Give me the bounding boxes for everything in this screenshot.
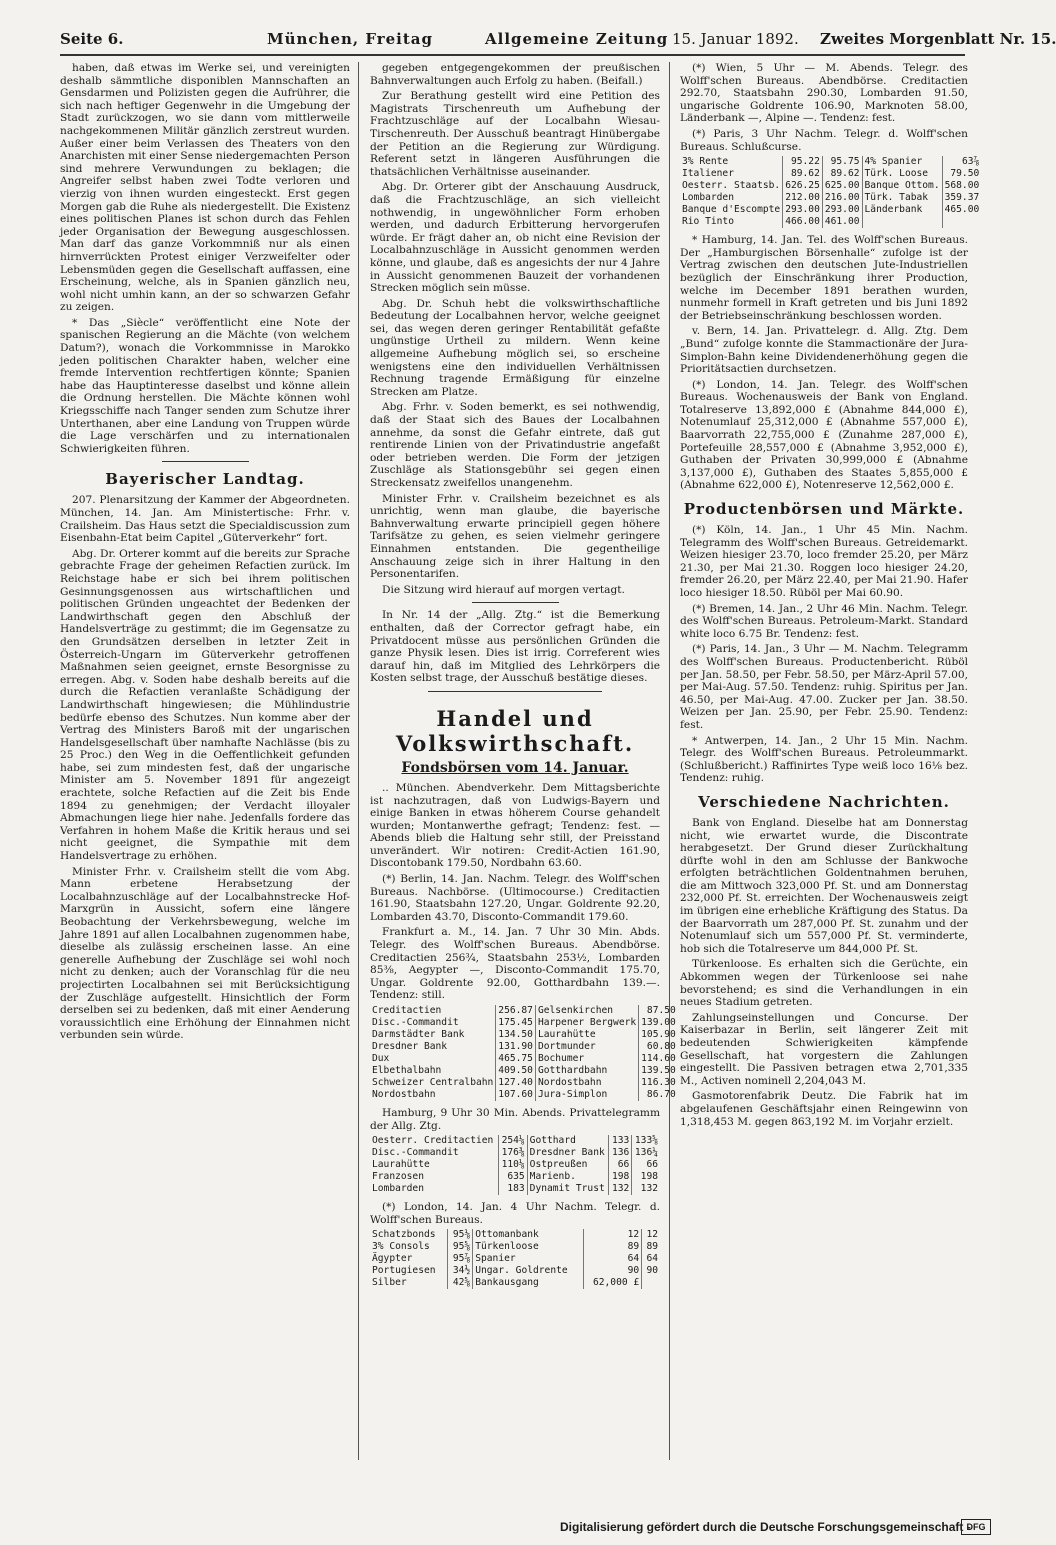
quote-cell: 89 xyxy=(583,1241,641,1253)
quote-cell: Harpener Bergwerk xyxy=(535,1017,638,1029)
column-divider xyxy=(358,62,359,1460)
quote-cell: 254⅛ xyxy=(498,1135,527,1147)
quote-cell: 89.62 xyxy=(783,168,823,180)
quote-cell: Türkenloose xyxy=(473,1241,584,1253)
news-item: Türkenloose. Es erhalten sich die Gerüchte, ein Abkommen wegen der Türkenloose sei nahe bevorstehend; es sind die Verhandlungen in ein neues Stadium getreten. xyxy=(680,958,968,1009)
correction-note: In Nr. 14 der „Allg. Ztg.“ ist die Bemerkung enthalten, daß der Corrector gefragt habe, ein Privatdocent müsse aus persönlichen Gründen die ganze Physik lesen. Dies ist irrig. Correferent wies darauf hin, daß im Mitglied des Lehrkörpers die Kosten selbst trage, der Ausschuß bestätige dieses. xyxy=(370,609,660,685)
quote-cell: 95⅝ xyxy=(447,1241,472,1253)
quote-cell: Nordostbahn xyxy=(535,1077,638,1089)
quote-cell: 134.50 xyxy=(496,1029,536,1041)
quote-row xyxy=(370,1005,678,1017)
quote-row xyxy=(370,1065,678,1077)
quote-cell: Franzosen xyxy=(370,1171,498,1183)
quote-row xyxy=(370,1053,678,1065)
quote-cell: 131.90 xyxy=(496,1041,536,1053)
digitization-credit: Digitalisierung gefördert durch die Deutsche Forschungsgemeinschaft - xyxy=(560,1520,971,1534)
quote-cell: Portugiesen xyxy=(370,1265,447,1277)
quote-cell: Schatzbonds xyxy=(370,1229,447,1241)
quote-cell: Lombarden xyxy=(370,1183,498,1195)
market-report: * Hamburg, 14. Jan. Tel. des Wolff'schen Bureaus. Der „Hamburgischen Börsenhalle“ zufolge ist der Vertrag zwischen den deutschen Jute-Industriellen bezüglich der Einschränkung ihrer Production, welche im December 1891 berathen wurden, nunmehr formell in Kraft getreten und bis Juni 1892 der Betriebseinschränkung beschlossen worden. xyxy=(680,234,968,322)
quote-cell: 64 xyxy=(583,1253,641,1265)
quote-cell: 466.00 xyxy=(783,216,823,228)
quote-cell: Gelsenkirchen xyxy=(535,1005,638,1017)
quote-cell: Italiener xyxy=(680,168,783,180)
quote-row xyxy=(370,1147,660,1159)
quote-cell: 107.60 xyxy=(496,1089,536,1101)
quote-cell: 34½ xyxy=(447,1265,472,1277)
quote-table-frankfurt xyxy=(370,1005,678,1101)
market-report: v. Bern, 14. Jan. Privattelegr. d. Allg. Ztg. Dem „Bund“ zufolge konnte die Stammactionäre der Jura-Simplon-Bahn keine Dividendenerhöhung gegen die Prioritätsactien durchsetzen. xyxy=(680,325,968,376)
market-report: Hamburg, 9 Uhr 30 Min. Abends. Privattelegramm der Allg. Ztg. xyxy=(370,1107,660,1132)
quote-cell: 175.45 xyxy=(496,1017,536,1029)
quote-cell: 409.50 xyxy=(496,1065,536,1077)
section-title-producten: Productenbörsen und Märkte. xyxy=(683,500,965,519)
quote-cell: 626.25 xyxy=(783,180,823,192)
quote-cell: Laurahütte xyxy=(370,1159,498,1171)
quote-cell: 89 xyxy=(646,1241,658,1253)
quote-cell: 62,000 £ xyxy=(583,1277,641,1289)
quote-cell xyxy=(942,216,981,228)
market-report: (*) London, 14. Jan. 4 Uhr Nachm. Telegr. d. Wolff'schen Bureaus. xyxy=(370,1201,660,1226)
article-paragraph: Abg. Dr. Schuh hebt die volkswirthschaftliche Bedeutung der Localbahnen hervor, welche geeignet sei, das wegen deren geringer Rentabilität gefaßte ungünstige Urtheil zu mildern. Wenn keine allgemeine Aufhebung möglich sei, so erscheine wenigstens eine den individuellen Verhältnissen Rechnung tragende Ermäßigung für einzelne Strecken am Platze. xyxy=(370,297,660,398)
quote-row xyxy=(370,1041,678,1053)
article-paragraph: Abg. Dr. Orterer gibt der Anschauung Ausdruck, daß die Frachtzuschläge, an sich vielleicht nothwendig, in ungewöhnlicher Form erhoben werden, und dadurch Erbitterung hervorgerufen würde. Er frägt daher an, ob nicht eine Revision der Localbahnzuschläge in Aussicht genommen werden könne, und glaube, daß es angesichts der nur 4 Jahre in Aussicht genommenen Bauzeit der vorhandenen Strecken möglich sein müsse. xyxy=(370,181,660,295)
market-report: Frankfurt a. M., 14. Jan. 7 Uhr 30 Min. Abds. Telegr. des Wolff'schen Bureaus. Abendbörse. Creditactien 256¾, Staatsbahn 253½, Lombarden 85⅜, Aegypter —, Disconto-Commandit 175.70, Ungar. Goldrente 92.00, Gotthardbahn 139.—. Tendenz: still. xyxy=(370,926,660,1002)
column-1 xyxy=(60,62,350,1460)
subsection-title-fondsboersen: Fondsbörsen vom 14. Januar. xyxy=(401,759,629,776)
section-title-nachrichten: Verschiedene Nachrichten. xyxy=(698,792,950,811)
quote-cell: 116.30 xyxy=(641,1077,676,1088)
quote-cell: Oesterr. Creditactien xyxy=(370,1135,498,1147)
market-report: (*) Paris, 3 Uhr Nachm. Telegr. d. Wolff'schen Bureaus. Schlußcurse. xyxy=(680,127,968,153)
quote-cell: Marienb. xyxy=(527,1171,609,1183)
quote-cell: Türk. Loose xyxy=(862,168,942,180)
quote-cell: 133 xyxy=(609,1135,632,1147)
quote-cell: 198 xyxy=(609,1171,632,1183)
quote-cell: 183 xyxy=(498,1183,527,1195)
market-report: (*) Berlin, 14. Jan. Nachm. Telegr. des Wolff'schen Bureaus. Nachbörse. (Ultimocourse.) Creditactien 161.90, Staatsbahn 127.20, Ungar. Goldrente 92.20, Lombarden 43.70, Disconto-Commandit 179.60. xyxy=(370,873,660,923)
issue-date: 15. Januar 1892. xyxy=(672,30,799,48)
article-paragraph: gegeben entgegengekommen der preußischen Bahnverwaltungen auch Erfolg zu haben. (Beifall.) xyxy=(370,62,660,87)
column-divider xyxy=(669,62,670,1460)
city-day: München, Freitag xyxy=(267,30,434,48)
quote-cell: 63⅞ xyxy=(961,156,980,168)
article-paragraph: Abg. Frhr. v. Soden bemerkt, es sei nothwendig, daß der Staat sich des Baues der Localbahnen annehme, da sonst die Gefahr eintrete, daß gut rentirende Linien von der Privatindustrie angefaßt oder betrieben werden. Die Form der jetzigen Zuschläge als Stationsgebühr sei gegen einen Streckensatz zweifellos unangenehm. xyxy=(370,401,660,489)
newspaper-title: Allgemeine Zeitung xyxy=(485,30,669,48)
page-number: Seite 6. xyxy=(60,30,124,48)
quote-cell: Ägypter xyxy=(370,1253,447,1265)
quote-cell: Dresdner Bank xyxy=(370,1041,496,1053)
quote-cell: Banque Ottom. xyxy=(862,180,942,192)
quote-cell: Elbethalbahn xyxy=(370,1065,496,1077)
article-paragraph: Abg. Dr. Orterer kommt auf die bereits zur Sprache gebrachte Frage der geheimen Refactien zurück. Im Reichstage habe er sich bei ihrem politischen Gesinnungsgenossen aus wirtschaftlichen und politischen Gründen ungeachtet der Bedenken der Landwirthschaft gegen den Abschluß der Handelsverträge zu gestimmt; die im Gegensatze zu den Grundsätzen derselben in letzter Zeit in Österreich-Ungarn im Güterverkehr getroffenen Maßnahmen seien geeignet, ernste Besorgnisse zu erregen. Abg. v. Soden habe deshalb bereits auf die durch die Refactien veranlaßte Schädigung der Landwirthschaft hingewiesen; die Mühlindustrie bedürfe ebenso des Schutzes. Nun komme aber der Vertrag des Ministers Baroß mit der ungarischen Handelsgesellschaft über namhafte Nachlässe (bis zu 25 Proc.) den Weg in die Oeffentlichkeit gefunden habe, sei zum mindesten fest, daß der ungarische Minister am 5. November 1891 für angezeigt erachtete, solche Refactien auf die Zeit bis Ende 1894 zu genehmigen; der Verdacht illoyaler Abmachungen liege hier nahe. Jedenfalls fordere das Verfahren in hohem Maße die Kritik heraus und sei nicht geeignet, die Sympathie mit dem Handelsvertrage zu erhöhen. xyxy=(60,547,350,863)
quote-cell: 212.00 xyxy=(783,192,823,204)
quote-cell xyxy=(862,216,942,228)
quote-cell: 359.37 xyxy=(944,192,980,204)
quote-cell: 90 xyxy=(583,1265,641,1277)
quote-cell xyxy=(642,1277,660,1289)
quote-cell: Bochumer xyxy=(535,1053,638,1065)
quote-row xyxy=(370,1183,660,1195)
quote-cell: Ungar. Goldrente xyxy=(473,1265,584,1277)
quote-cell: Türk. Tabak xyxy=(862,192,942,204)
quote-cell: Ottomanbank xyxy=(473,1229,584,1241)
article-paragraph: 207. Plenarsitzung der Kammer der Abgeordneten. München, 14. Jan. Am Ministertische: Frhr. v. Crailsheim. Das Haus setzt die Specialdiscussion zum Eisenbahn-Etat beim Capitel „Güterverkehr“ fort. xyxy=(60,494,350,545)
quote-row xyxy=(370,1159,660,1171)
quote-cell: 89.62 xyxy=(822,168,862,180)
dfg-logo: DFG xyxy=(961,1519,991,1535)
quote-cell: 12 xyxy=(646,1229,658,1241)
quote-cell: 95.22 xyxy=(783,156,823,168)
quote-cell: Disc.-Commandit xyxy=(370,1147,498,1159)
quote-cell: 293.00 xyxy=(783,204,823,216)
quote-cell: Banque d'Escompte xyxy=(680,204,783,216)
quote-row xyxy=(370,1171,660,1183)
quote-cell: 110⅛ xyxy=(498,1159,527,1171)
quote-cell: 86.70 xyxy=(646,1089,676,1100)
quote-cell: Dynamit Trust xyxy=(527,1183,609,1195)
quote-cell: Spanier xyxy=(473,1253,584,1265)
quote-cell: 132 xyxy=(609,1183,632,1195)
article-paragraph: Minister Frhr. v. Crailsheim stellt die vom Abg. Mann erbetene Herabsetzung der Localbahnzuschläge auf der Localbahnstrecke Hof-Marxgrün in Aussicht, sofern eine längere Beobachtung der Verkehrsbewegung, welche im Jahre 1891 auf allen Localbahnen zugenommen habe, dieselbe als zulässig erscheinen lasse. An eine generelle Aufhebung der Zuschläge sei wohl noch nicht zu denken; auch der Voranschlag für die neu projectirten Localbahnen sei mit Berücksichtigung der Zuschläge aufgestellt. Hinsichtlich der Form derselben sei zu bedenken, daß mit einer Aenderung voraussichtlich eine Erhöhung der Einnahmen nicht verbunden sein würde. xyxy=(60,865,350,1042)
market-report: .. München. Abendverkehr. Dem Mittagsberichte ist nachzutragen, daß von Ludwigs-Bayern und einige Banken in etwas höherem Course gehandelt wurden; Montanwerthe gefragt; Tendenz: fest. — Abends blieb die Haltung sehr still, der Preisstand unverändert. Wir notiren: Credit-Actien 161.90, Discontobank 179.50, Nordbahn 63.60. xyxy=(370,781,660,870)
page-header xyxy=(60,28,1056,56)
quote-cell: 64 xyxy=(646,1253,658,1265)
quote-row xyxy=(370,1265,660,1277)
quote-cell: 79.50 xyxy=(950,168,980,180)
article-paragraph: Minister Frhr. v. Crailsheim bezeichnet es als unrichtig, wenn man glaube, die bayerische Bahnverwaltung erwarte principiell gegen höhere Tarifsätze zu gehen, es seien vielmehr geringere Einnahmen entstanden. Die gegentheilige Anschauung zeige sich in ihrer Haltung in den Personentarifen. xyxy=(370,492,660,581)
quote-cell: 625.00 xyxy=(822,180,862,192)
quote-cell: Länderbank xyxy=(862,204,942,216)
quote-row xyxy=(680,204,981,216)
quote-cell: Lombarden xyxy=(680,192,783,204)
quote-cell: 635 xyxy=(498,1171,527,1183)
quote-row xyxy=(680,180,981,192)
quote-cell: 105.90 xyxy=(641,1029,676,1040)
quote-cell: 3% Consols xyxy=(370,1241,447,1253)
quote-cell: 136¼ xyxy=(634,1147,658,1159)
section-divider xyxy=(162,461,249,462)
quote-cell: 114.60 xyxy=(641,1053,676,1064)
quote-cell: 133⅝ xyxy=(634,1135,658,1147)
quote-cell: Schweizer Centralbahn xyxy=(370,1077,496,1089)
quote-row xyxy=(370,1089,678,1101)
market-report: (*) London, 14. Jan. Telegr. des Wolff'schen Bureaus. Wochenausweis der Bank von England. Totalreserve 13,892,000 £ (Abnahme 844,000 £), Notenumlauf 25,312,000 £ (Abnahme 557,000 £), Baarvorrath 22,755,000 £ (Zunahme 287,000 £), Portefeuille 28,557,000 £ (Abnahme 3,952,000 £), Guthaben der Privaten 30,999,000 £ (Abnahme 3,137,000 £), Guthaben des Staates 5,855,000 £ (Abnahme 622,000 £), Notenreserve 12,562,000 £. xyxy=(680,378,968,492)
article-paragraph: Zur Berathung gestellt wird eine Petition des Magistrats Tirschenreuth um Aufhebung der Frachtzuschläge auf der Localbahn Wiesau-Tirschenreuth. Der Ausschuß beantragt Hinübergabe der Petition an die Regierung zur Würdigung. Referent setzt in längeren Ausführungen die thatsächlichen Verhältnisse auseinander. xyxy=(370,90,660,178)
quote-cell: Silber xyxy=(370,1277,447,1289)
market-report: (*) Köln, 14. Jan., 1 Uhr 45 Min. Nachm. Telegramm des Wolff'schen Bureaus. Getreidemarkt. Weizen hiesiger 23.70, loco fremder 25.20, per März 21.30, per Mai 21.30. Roggen loco hiesiger 24.20, fremder 26.20, per März 22.40, per Mai 21.90. Hafer loco hiesiger 18.50. Rüböl per Mai 60.90. xyxy=(680,524,968,599)
quote-row xyxy=(370,1229,660,1241)
quote-cell: 4% Spanier xyxy=(862,156,942,168)
quote-cell: 95⅛ xyxy=(447,1229,472,1241)
quote-row xyxy=(680,168,981,180)
quote-cell: Dortmunder xyxy=(535,1041,638,1053)
quote-cell: 198 xyxy=(640,1171,658,1183)
quote-cell: 136 xyxy=(609,1147,632,1159)
market-report: (*) Bremen, 14. Jan., 2 Uhr 46 Min. Nachm. Telegr. des Wolff'schen Bureaus. Petroleum-Markt. Standard white loco 6.75 Br. Tendenz: fest. xyxy=(680,602,968,640)
quote-cell: 66 xyxy=(646,1159,658,1171)
article-paragraph: haben, daß etwas im Werke sei, und vereinigten deshalb sämmtliche disponiblen Mannschaften an Gensdarmen und Polizisten gegen die Aufrührer, die sich nach heftiger Gegenwehr in die Umgebung der Stadt zurückzogen, wo sie dann vom mittlerweile nachgekommenen Militär gänzlich zerstreut wurden. Außer einer beim Verlassen des Theaters von den Anarchisten mit einer Sense niedergemachten Person sind mehrere Verwundungen zu beklagen; die Angreifer selbst haben zwei Todte verloren und vierzig von ihnen wurden eingesteckt. Erst gegen Morgen gab die Ruhe als niedergestellt. Die Existenz eines politischen Planes ist schon durch das Fehlen jeder Organisation der Bewegung ausgeschlossen. Man darf das ganze Vorkommniß nur als einen hirnverrückten Protest einiger Verzweifelter oder Lebensmüden gegen die Gesellschaft auffassen, eine Erscheinung, welche, als in Spanien gänzlich neu, wohl nicht umhin kann, an der so schwarzen Gefahr zu zeigen. xyxy=(60,62,350,314)
quote-cell: 176⅜ xyxy=(498,1147,527,1159)
quote-cell: Gotthard xyxy=(527,1135,609,1147)
column-3 xyxy=(680,62,980,1460)
quote-cell: Dresdner Bank xyxy=(527,1147,609,1159)
quote-cell: Bankausgang xyxy=(473,1277,584,1289)
section-title-handel: Handel und Volkswirthschaft. xyxy=(395,705,635,756)
quote-row xyxy=(680,156,981,168)
quote-cell: 132 xyxy=(640,1183,658,1195)
news-item: Bank von England. Dieselbe hat am Donnerstag nicht, wie erwartet wurde, die Discontrate herabgesetzt. Der Grund dieser Zurückhaltung dürfte wohl in den am Schlusse der Bankwoche erfolgten beträchtlichen Goldentnahmen beruhen, die am Mittwoch 323,000 Pf. St. und am Donnerstag 232,000 Pf. St. erreichten. Der Wochenausweis zeigt im übrigen eine erhebliche Kräftigung des Status. Da der Baarvorrath um 287,000 Pf. St. zunahm und der Notenumlauf sich um 557,000 Pf. St. verminderte, hob sich die Totalreserve um 844,000 Pf. St. xyxy=(680,816,968,955)
quote-row xyxy=(370,1017,678,1029)
article-paragraph: Die Sitzung wird hierauf auf morgen vertagt. xyxy=(382,583,625,596)
quote-cell: Dux xyxy=(370,1053,496,1065)
quote-row xyxy=(370,1253,660,1265)
quote-row xyxy=(370,1277,660,1289)
quote-cell: 3% Rente xyxy=(680,156,783,168)
quote-cell: 95⅞ xyxy=(447,1253,472,1265)
quote-cell: 42⅝ xyxy=(447,1277,472,1289)
article-paragraph: * Das „Siècle“ veröffentlicht eine Note der spanischen Regierung an die Mächte (von welchem Datum?), wonach die Vorkommnisse in Marokko jeden politischen Charakter haben, welcher eine fremde Intervention rechtfertigen könnte; Spanien habe das Hauptinteresse daselbst und könne allein die Ordnung herstellen. Die Mächte können wohl Kriegsschiffe nach Tanger senden zum Schutze ihrer Unterthanen, aber eine Landung von Truppen würde die Lage verschärfen und zu internationalen Schwierigkeiten führen. xyxy=(60,316,350,455)
quote-cell: Jura-Simplon xyxy=(535,1089,638,1101)
quote-cell: 139.00 xyxy=(641,1017,676,1028)
quote-table-london xyxy=(370,1229,660,1289)
market-report: (*) Paris, 14. Jan., 3 Uhr — M. Nachm. Telegramm des Wolff'schen Bureaus. Productenbericht. Rüböl per Jan. 58.50, per Febr. 58.50, per März-April 57.00, per Mai-Aug. 57.50. Tendenz: ruhig. Spiritus per Jan. 46.50, per Mai-Aug. 47.00. Zucker per Jan. 38.50. Weizen per Jan. 25.90, per Febr. 25.90. Tendenz: fest. xyxy=(680,643,968,731)
quote-row xyxy=(370,1135,660,1147)
quote-cell: Disc.-Commandit xyxy=(370,1017,496,1029)
market-report: * Antwerpen, 14. Jan., 2 Uhr 15 Min. Nachm. Telegr. des Wolff'schen Bureaus. Petroleummarkt. (Schlußbericht.) Raffinirtes Type weiß loco 16⅛ bez. Tendenz: ruhig. xyxy=(680,734,968,785)
edition-label: Zweites Morgenblatt Nr. 15. xyxy=(820,30,1056,48)
quote-cell: Oesterr. Staatsb. xyxy=(680,180,783,192)
section-title-landtag: Bayerischer Landtag. xyxy=(105,470,305,489)
section-divider xyxy=(428,691,602,692)
news-item: Gasmotorenfabrik Deutz. Die Fabrik hat im abgelaufenen Geschäftsjahr einen Reingewinn von 1,318,453 M. gegen 863,192 M. im Vorjahr erzielt. xyxy=(680,1090,968,1128)
quote-cell: Nordostbahn xyxy=(370,1089,496,1101)
quote-cell: Laurahütte xyxy=(535,1029,638,1041)
quote-cell: 66 xyxy=(609,1159,632,1171)
quote-cell: 465.75 xyxy=(496,1053,536,1065)
quote-cell: 127.40 xyxy=(496,1077,536,1089)
quote-cell: Rio Tinto xyxy=(680,216,783,228)
quote-cell: 95.75 xyxy=(822,156,862,168)
column-2 xyxy=(370,62,676,1460)
quote-cell: 216.00 xyxy=(822,192,862,204)
quote-row xyxy=(680,216,981,228)
quote-cell: 293.00 xyxy=(822,204,862,216)
quote-table-paris xyxy=(680,156,981,228)
news-item: Zahlungseinstellungen und Concurse. Der Kaiserbazar in Berlin, seit längerer Zeit mit bedeutenden Schwierigkeiten kämpfende Gesellschaft, hat vorgestern die Zahlungen eingestellt. Die Passiven betragen etwa 2,701,335 M., Activen nominell 2,204,043 M. xyxy=(680,1011,968,1087)
quote-cell: 60.80 xyxy=(646,1041,676,1052)
quote-row xyxy=(370,1029,678,1041)
quote-cell: 12 xyxy=(583,1229,641,1241)
quote-cell: Gotthardbahn xyxy=(535,1065,638,1077)
quote-table-hamburg xyxy=(370,1135,660,1195)
section-divider xyxy=(472,602,559,603)
quote-cell: 90 xyxy=(646,1265,658,1277)
quote-cell: 139.50 xyxy=(641,1065,676,1076)
quote-cell: 256.87 xyxy=(496,1005,536,1017)
quote-cell: Creditactien xyxy=(370,1005,496,1017)
quote-cell: Ostpreußen xyxy=(527,1159,609,1171)
quote-cell: 87.50 xyxy=(646,1005,676,1016)
quote-row xyxy=(680,192,981,204)
quote-cell: 461.00 xyxy=(822,216,862,228)
market-report: (*) Wien, 5 Uhr — M. Abends. Telegr. des Wolff'schen Bureaus. Abendbörse. Creditactien 292.70, Staatsbahn 290.30, Lombarden 91.50, ungarische Goldrente 106.90, Marknoten 58.00, Länderbank —, Alpine —. Tendenz: fest. xyxy=(680,62,968,125)
quote-cell: 465.00 xyxy=(944,204,980,216)
quote-cell: Darmstädter Bank xyxy=(370,1029,496,1041)
quote-cell: 568.00 xyxy=(944,180,980,192)
quote-row xyxy=(370,1077,678,1089)
quote-row xyxy=(370,1241,660,1253)
